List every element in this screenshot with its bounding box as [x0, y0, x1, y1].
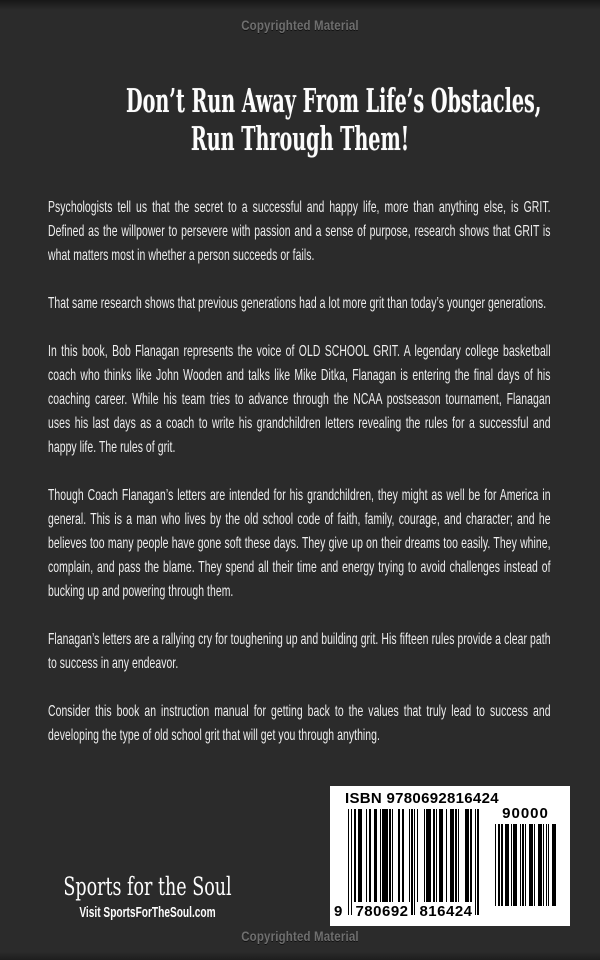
headline — [0, 82, 600, 158]
barcode-digit-group-2: 816424 — [419, 903, 473, 920]
paragraph-old-school-code: Though Coach Flanagan’s letters are intended for his grandchildren, they might as well be for America in general. This is a man who lives by the old school code of faith, family, courage, and character; and he believes too many people have gone soft these days. They give up on their dreams too easily. They whine, complain, and pass the blame. They spend all their time and energy trying to avoid challenges instead of bucking up and powering through them. — [48, 487, 551, 600]
publisher-website: Visit SportsForTheSoul.com — [79, 905, 216, 921]
paragraph-grit-definition: Psychologists tell us that the secret to a successful and happy life, more than anything else, is GRIT. Defined as the willpower to persevere with passion and a sense of purpose, research shows that GRIT is what matters most in whether a person succeeds or fails. — [48, 199, 551, 264]
price-code-label: 90000 — [502, 805, 549, 822]
headline-line-2: Run Through Them! — [190, 119, 410, 158]
supplemental-barcode — [495, 806, 556, 906]
barcode-digit-group-1: 780692 — [355, 903, 409, 920]
publisher-logo — [20, 872, 275, 921]
barcode-digit-lead: 9 — [334, 903, 343, 920]
headline-line-1: Don’t Run Away From Life’s Obstacles, — [126, 81, 542, 120]
isbn-barcode-block — [330, 786, 570, 926]
paragraph-instruction-manual: Consider this book an instruction manual for getting back to the values that truly lead to success and developing the type of old school grit that will get you through anything. — [48, 703, 551, 744]
back-cover-copy — [48, 196, 551, 772]
paragraph-rallying-cry: Flanagan’s letters are a rallying cry for toughening up and building grit. His fifteen rules provide a clear path to success in any endeavor. — [48, 631, 551, 672]
publisher-name: Sports for the Soul — [63, 872, 232, 901]
cover-top-edge-shadow — [0, 0, 600, 10]
isbn-number-label: ISBN 9780692816424 — [345, 790, 499, 807]
paragraph-generations: That same research shows that previous generations had a lot more grit than today’s younger generations. — [48, 295, 547, 312]
ean13-barcode — [348, 809, 480, 915]
cover-bottom-edge-shadow — [0, 952, 600, 960]
supplemental-barcode-bars — [495, 824, 556, 906]
copyright-watermark-bottom: Copyrighted Material — [241, 929, 359, 944]
paragraph-book-premise: In this book, Bob Flanagan represents the voice of OLD SCHOOL GRIT. A legendary college basketball coach who thinks like John Wooden and talks like Mike Ditka, Flanagan is entering the final days of his coaching career. While his team tries to advance through the NCAA postseason tournament, Flanagan uses his last days as a coach to write his grandchildren letters revealing the rules for a successful and happy life. The rules of grit. — [48, 343, 551, 456]
copyright-watermark-top: Copyrighted Material — [241, 18, 359, 33]
